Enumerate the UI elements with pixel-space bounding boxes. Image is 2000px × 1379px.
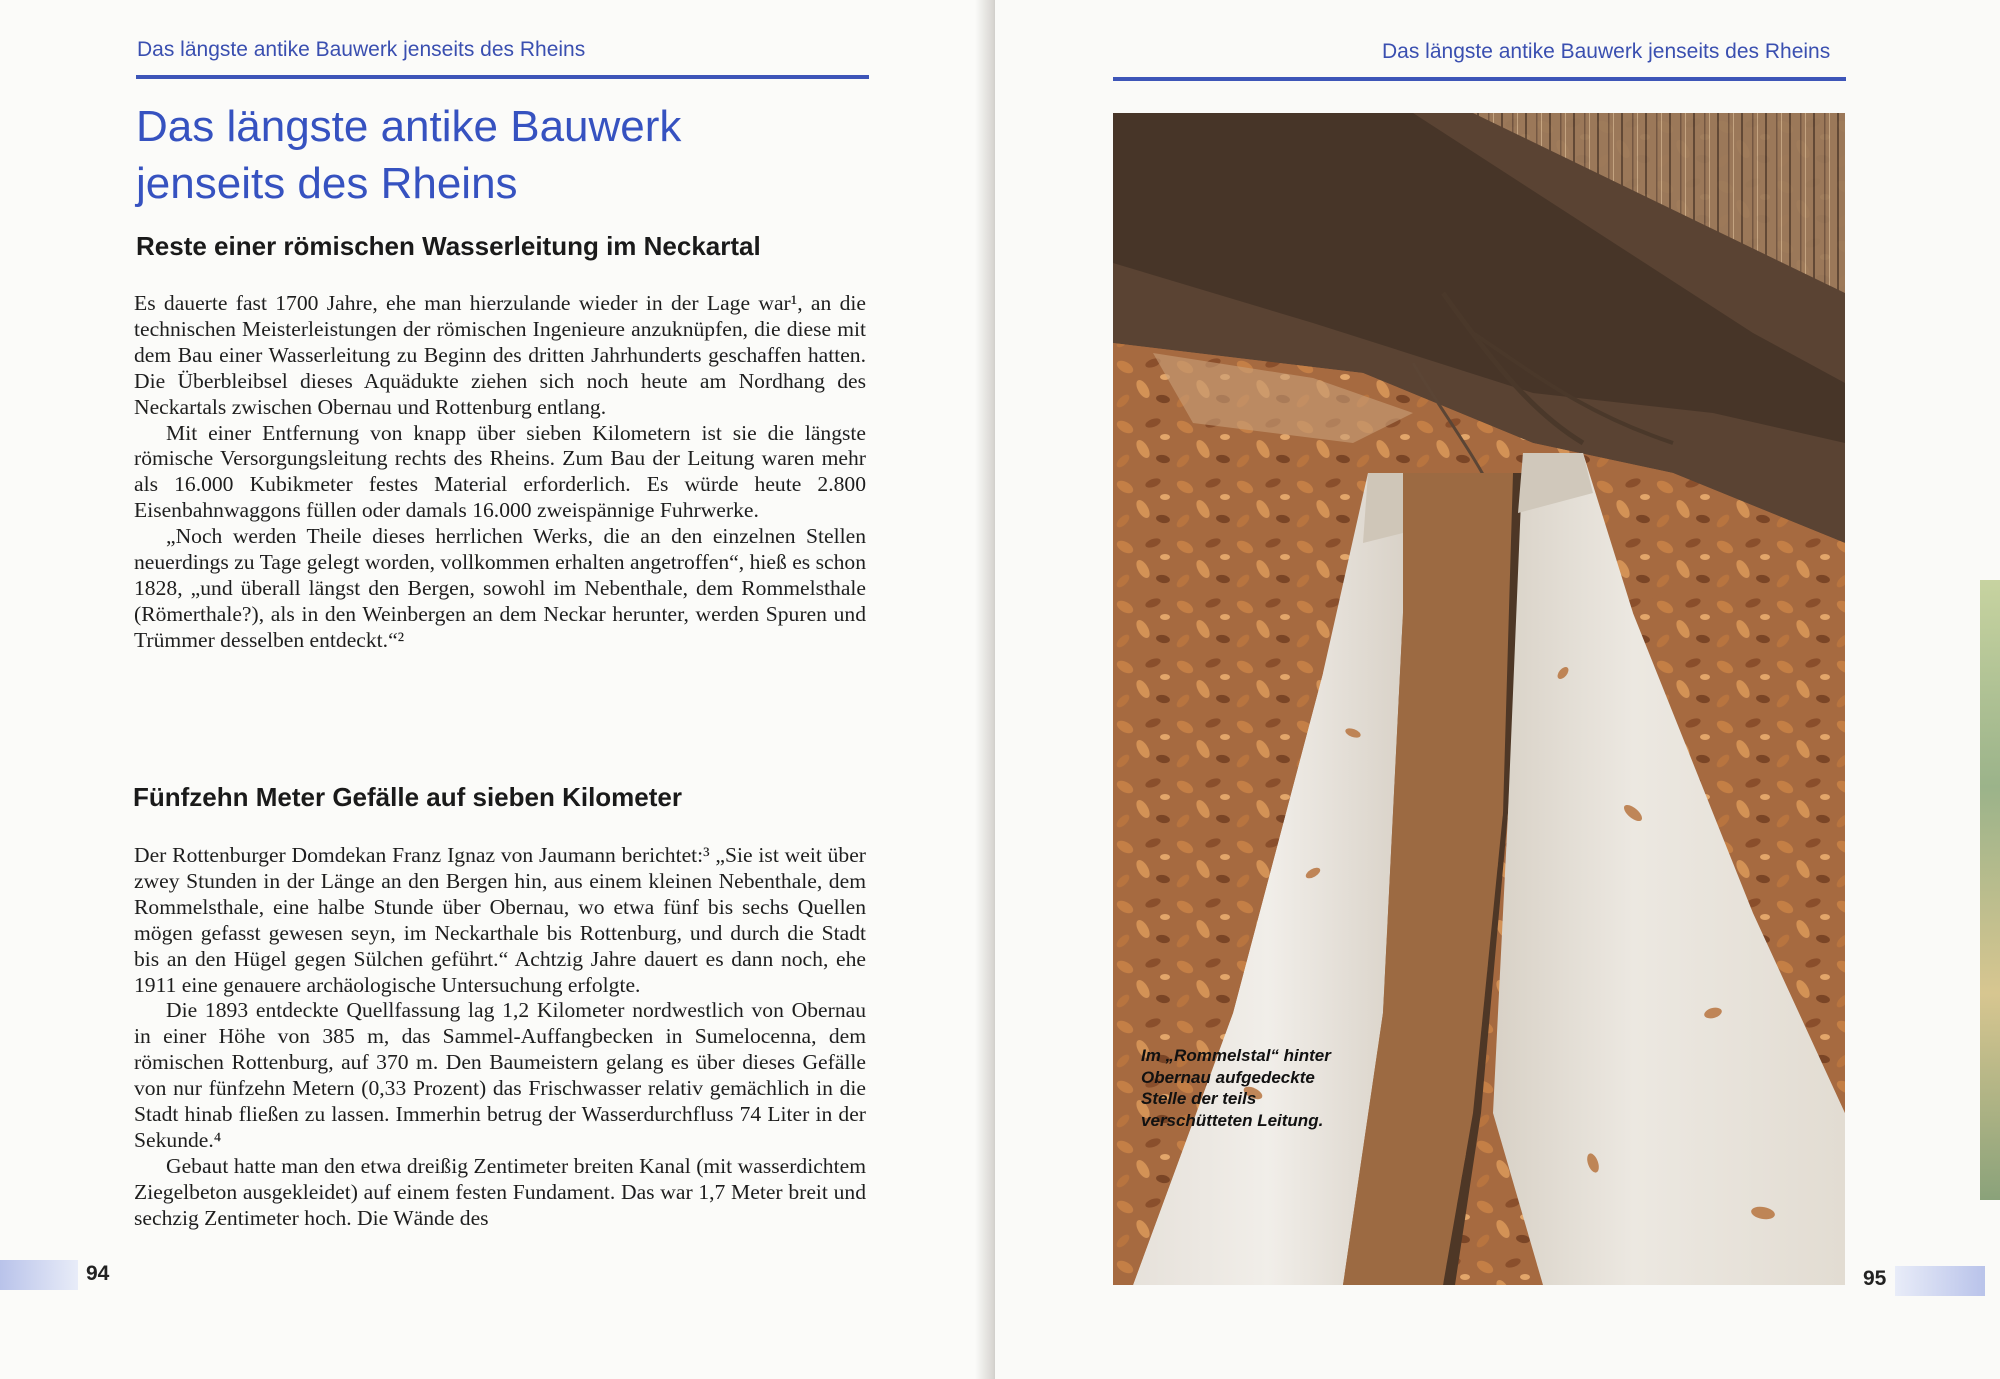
caption-line-4: verschütteten Leitung. xyxy=(1141,1110,1324,1130)
running-head-right: Das längste antike Bauwerk jenseits des Rheins xyxy=(1382,40,1831,63)
chapter-title-line-2: jenseits des Rheins xyxy=(136,159,518,208)
chapter-title xyxy=(136,98,896,212)
photo-caption xyxy=(1141,1045,1371,1131)
paragraph-5: Die 1893 entdeckte Quellfassung lag 1,2 Kilometer nordwestlich von Obernau in einer Höhe von 385 m, das Sammel-Auffangbecken in Sumelocenna, dem römischen Rottenburg, auf 370 m. Den Baumeistern gelang es über dieses Gefälle von nur fünfzehn Metern (0,33 Prozent) das Frischwasser relativ gemächlich in die Stadt hinab fließen zu lassen. Immerhin betrug der Wasserdurchfluss 74 Liter in der Sekunde.⁴ xyxy=(134,998,866,1152)
page-tab-right xyxy=(1895,1266,1985,1296)
page-number-left: 94 xyxy=(86,1262,110,1285)
left-page xyxy=(0,0,990,1379)
paragraph-6: Gebaut hatte man den etwa dreißig Zentimeter breiten Kanal (mit wasserdichtem Ziegelbeton ausgekleidet) auf einem festen Fundament. Das war 1,7 Meter breit und sechzig Zentimeter hoch. Die Wände des xyxy=(134,1153,866,1230)
caption-line-1: Im „Rommelstal“ hinter xyxy=(1141,1046,1331,1065)
paragraph-1: Es dauerte fast 1700 Jahre, ehe man hierzulande wieder in der Lage war¹, an die technischen Meisterleistungen der römischen Ingenieure anzuknüpfen, die diese mit dem Bau einer Wasserleitung zu Beginn des dritten Jahrhunderts geschaffen hatten. Die Überbleibsel dieses Aquädukte ziehen sich noch heute am Nordhang des Neckartals zwischen Obernau und Rottenburg entlang. xyxy=(134,291,866,419)
paragraph-4: Der Rottenburger Domdekan Franz Ignaz von Jaumann berichtet:³ „Sie ist weit über zwey Stunden in der Länge an den Bergen hin, aus einem kleinen Nebenthale, dem Rommelsthale, eine halbe Stunde über Obernau, wo etwa fünf bis sechs Quellen mögen gefasst gewesen seyn, im Neckarthale bis Rottenburg, und durch die Stadt bis an den Hügel gegen Sülchen geführt.“ Achtzig Jahre dauert es dann noch, ehe 1911 eine genauere archäologische Untersuchung erfolgte. xyxy=(134,843,866,997)
chapter-subtitle: Reste einer römischen Wasserleitung im Neckartal xyxy=(136,231,761,261)
header-rule-right xyxy=(1113,77,1846,81)
paragraph-2: Mit einer Entfernung von knapp über sieben Kilometern ist sie die längste römische Versorgungsleitung rechts des Rheins. Zum Bau der Leitung waren mehr als 16.000 Kubikmeter festes Material erforderlich. Es würde heute 2.800 Eisenbahnwaggons füllen oder damals 16.000 zweispännige Fuhrwerke. xyxy=(134,420,866,523)
paragraph-3: „Noch werden Theile dieses herrlichen Werks, die an den einzelnen Stellen neuerdings zu Tage gelegt worden, vollkommen erhalten angetroffen“, hieß es schon 1828, „und überall längst den Bergen, sowohl im Nebenthale, dem Rommelsthale (Römerthale?), als in den Weinbergen an dem Neckar herunter, werden Spuren und Trümmer desselben entdeckt.“² xyxy=(134,524,866,652)
section-text-block xyxy=(134,843,866,1232)
caption-line-2: Obernau aufgedeckte xyxy=(1141,1067,1315,1087)
header-rule-left xyxy=(136,75,869,79)
page-tab-left xyxy=(0,1260,78,1290)
chapter-title-line-1: Das längste antike Bauwerk xyxy=(136,102,682,151)
section-heading: Fünfzehn Meter Gefälle auf sieben Kilometer xyxy=(133,782,682,812)
caption-line-3: Stelle der teils xyxy=(1141,1089,1257,1108)
running-head-left: Das längste antike Bauwerk jenseits des Rheins xyxy=(137,38,586,61)
page-edge-strip xyxy=(1980,580,2000,1200)
page-number-right: 95 xyxy=(1863,1267,1887,1290)
intro-text-block xyxy=(134,291,866,654)
